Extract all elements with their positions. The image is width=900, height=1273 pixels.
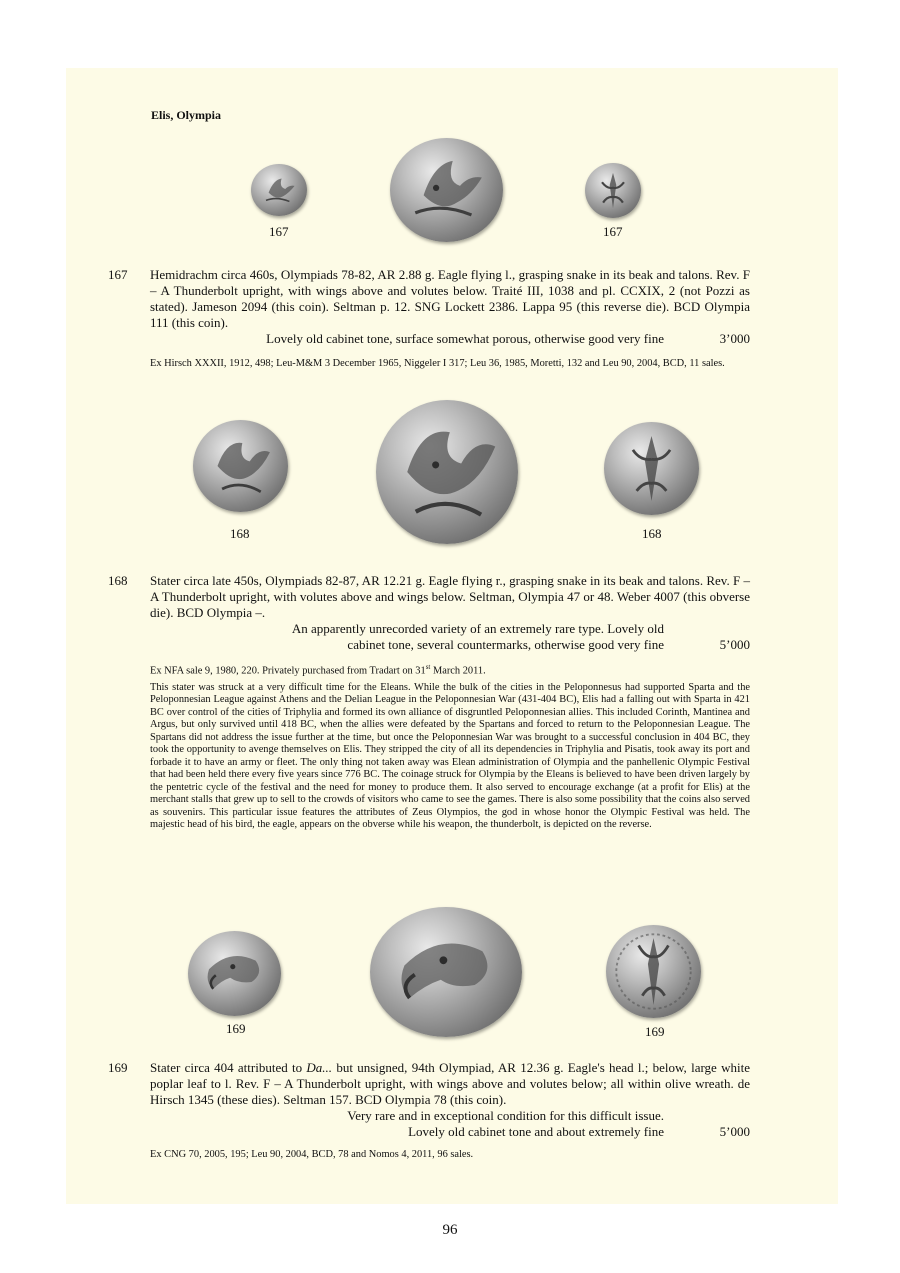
thunderbolt-icon [585, 163, 641, 218]
lot-number: 167 [108, 267, 128, 282]
coin-caption: 167 [269, 224, 289, 239]
provenance-text: Ex NFA sale 9, 1980, 220. Privately purchased from Tradart on 31 [150, 665, 426, 677]
provenance-text: March 2011. [430, 665, 486, 677]
coin-168-obverse [193, 420, 288, 512]
eagle-flying-icon [251, 164, 307, 216]
coin-168-obverse-enlarged [376, 400, 518, 544]
lot-number: 169 [108, 1060, 128, 1075]
thunderbolt-icon [604, 422, 699, 515]
coin-caption: 169 [226, 1021, 246, 1036]
coin-caption: 168 [230, 526, 250, 541]
lot-condition: Lovely old cabinet tone and about extremely fine [408, 1124, 664, 1139]
lot-description: Hemidrachm circa 460s, Olympiads 78-82, AR 2.88 g. Eagle flying l., grasping snake in its beak and talons. Rev. F – A Thunderbolt upright, with wings above and volutes below. Traité III, 1038 and pl. CCXIX, 2 (not Pozzi as stated). Jameson 2094 (this coin). Seltman p. 12. SNG Lockett 2386. Lappa 95 (this reverse die). BCD Olympia 111 (this coin). [150, 267, 750, 330]
lot-provenance [150, 661, 750, 678]
lot-description: Stater circa late 450s, Olympiads 82-87, AR 12.21 g. Eagle flying r., grasping snake in its beak and talons. Rev. F – A Thunderbolt upright, with volutes above and wings below. Seltman, Olympia 47 or 48. Weber 4007 (this obverse die). BCD Olympia –. [150, 573, 750, 620]
section-heading: Elis, Olympia [151, 108, 222, 122]
description-text: Stater circa 404 attributed to [150, 1060, 307, 1075]
eagle-flying-icon [193, 420, 288, 512]
coin-168-reverse [604, 422, 699, 515]
lot-provenance: Ex Hirsch XXXII, 1912, 498; Leu-M&M 3 December 1965, Niggeler I 317; Leu 36, 1985, Moretti, 132 and Leu 90, 2004, BCD, 11 sales. [150, 358, 725, 369]
provenance-superscript: st [425, 663, 431, 671]
lot-condition: Very rare and in exceptional condition for this difficult issue. [347, 1108, 664, 1123]
eagle-head-icon [370, 907, 522, 1037]
eagle-flying-icon [376, 400, 518, 544]
lot-description [150, 1060, 750, 1108]
lot-price: 5’000 [719, 1124, 750, 1139]
lot-number: 168 [108, 573, 128, 588]
thunderbolt-icon [606, 925, 701, 1018]
coin-169-reverse [606, 925, 701, 1018]
lot-price: 3’000 [719, 331, 750, 346]
coin-caption: 169 [645, 1024, 665, 1039]
coin-167-obverse-enlarged [390, 138, 503, 242]
eagle-head-icon [188, 931, 281, 1016]
lot-condition: An apparently unrecorded variety of an extremely rare type. Lovely old [291, 621, 664, 636]
description-italic: Da... [306, 1060, 333, 1075]
lot-condition: cabinet tone, several countermarks, otherwise good very fine [347, 637, 664, 652]
lot-price: 5’000 [719, 637, 750, 652]
coin-169-obverse-enlarged [370, 907, 522, 1037]
historical-note: This stater was struck at a very difficult time for the Eleans. While the bulk of the cities in the Peloponnesus had supported Sparta and the Peloponnesian League against Athens and the Delian League in the Peloponnesian War (431-404 BC), Elis had a falling out with Sparta in 421 BC over control of the cities of Triphylia and formed its own alliance of disgruntled Peloponnesian allies. This included Corinth, Mantinea and Argus, but only survived until 418 BC, when the allies were defeated by the Spartans and forced to return to the Peloponnesian League. The Spartans did not address the issue further at the time, but once the Peloponnesian War was brought to a successful conclusion in 404 BC, they took the opportunity to avenge themselves on Elis. They stripped the city of all its dependencies in Triphylia and Pisatis, took away its port and forbade it to have an army or fleet. The only thing not taken away was Elean administration of Olympia and the panhellenic Olympic Festival that had been held there every five years since 776 BC. The coinage struck for Olympia by the Eleans is believed to have been driven largely by the pentetric cycle of the festival and the need for money to produce them. It also served to encourage exchange (at a profit for Elis) at the merchant stalls that grew up to sell to the crowds of visitors who came to see the games. There is also some possibility that the coins also served as souvenirs. This particular issue features the attributes of Zeus Olympios, the god in whose honor the Olympic Festival was held. The majestic head of his bird, the eagle, appears on the obverse while his weapon, the thunderbolt, is depicted on the reverse. [150, 682, 750, 830]
lot-provenance: Ex CNG 70, 2005, 195; Leu 90, 2004, BCD, 78 and Nomos 4, 2011, 96 sales. [150, 1149, 474, 1160]
lot-condition: Lovely old cabinet tone, surface somewhat porous, otherwise good very fine [266, 331, 664, 346]
coin-167-obverse [251, 164, 307, 216]
coin-caption: 167 [603, 224, 623, 239]
page-number: 96 [442, 1222, 458, 1238]
description-text: but unsigned, 94th Olympiad, AR 12.36 g. Eagle's head l.; below, large white poplar leaf to l. Rev. F – A Thunderbolt upright, with wings above and volutes below; all within olive wreath. de Hirsch 1345 (these dies). Seltman 157. BCD Olympia 78 (this coin). [150, 1060, 750, 1107]
coin-caption: 168 [642, 526, 662, 541]
coin-169-obverse [188, 931, 281, 1016]
eagle-flying-icon [390, 138, 503, 242]
coin-167-reverse [585, 163, 641, 218]
